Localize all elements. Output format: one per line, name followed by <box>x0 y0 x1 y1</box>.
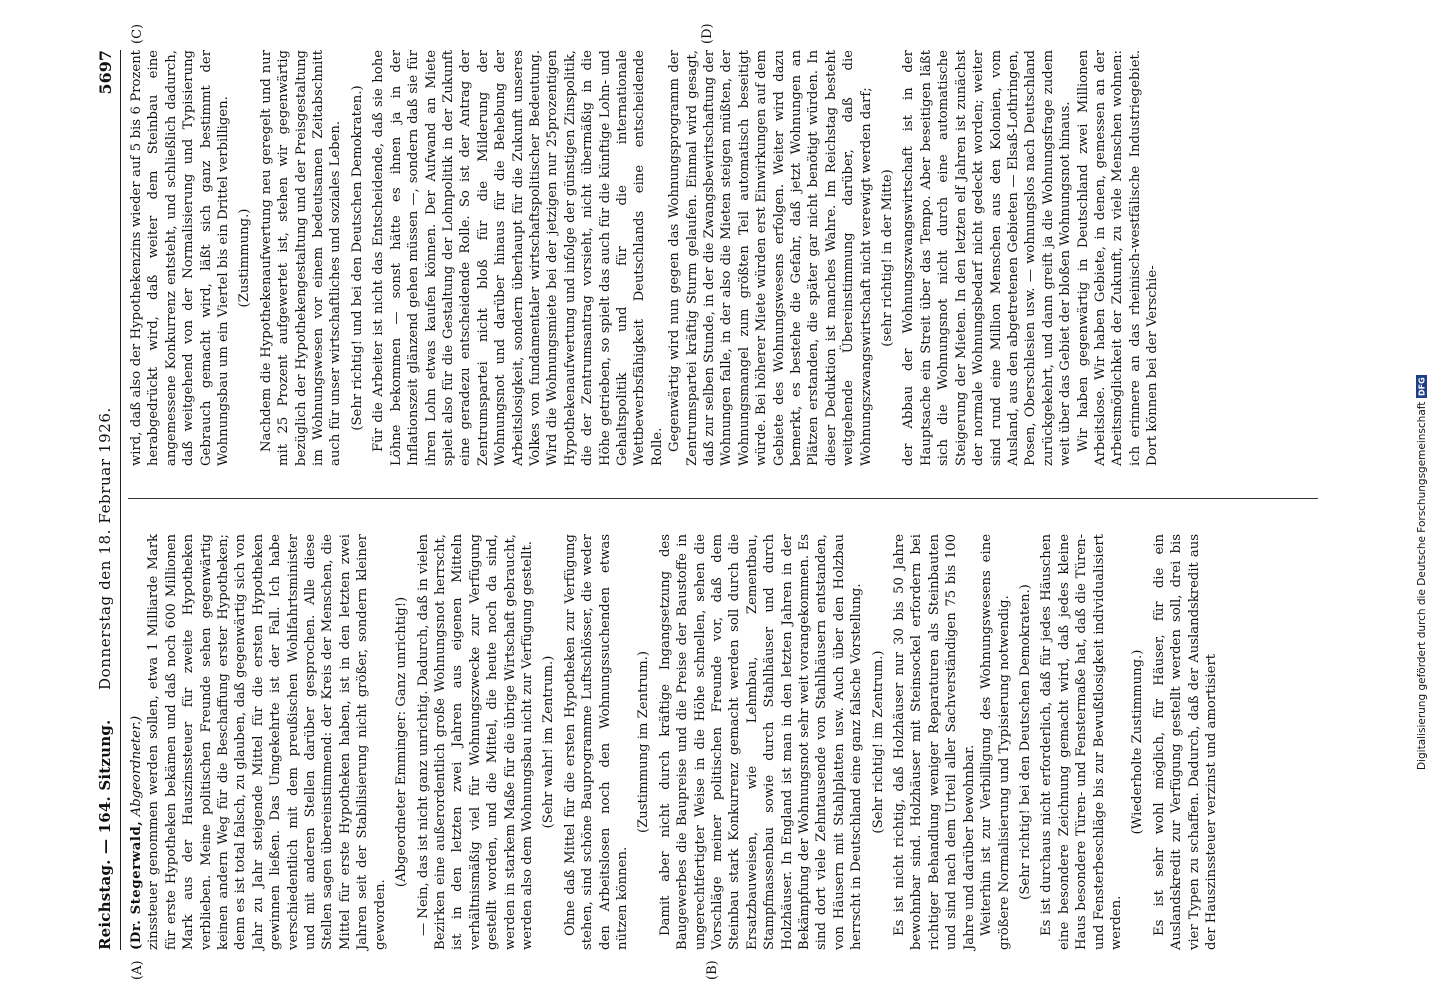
speaker-role: Abgeordneter.) <box>129 715 144 817</box>
left-column <box>128 534 1220 950</box>
credit-text: Digitalisierung gefördert durch die Deutsche Forschungsgemeinschaft <box>1416 401 1428 770</box>
speaker-name: (Dr. Stegerwald, <box>129 820 144 950</box>
page-header <box>90 50 124 950</box>
header-date: Donnerstag den 18. Februar 1926. <box>96 407 114 690</box>
margin-marker-d: (D) <box>700 23 715 44</box>
paragraph: Wir haben gegenwärtig in Deutschland zwei Millionen Arbeitslose. Wir haben Gebiete, in denen, gemessen an der Arbeitsmöglichkeit der Zukunft, zu viele Menschen wohnen: ich erinnere an das rheinisch-westfälische Industriegebiet. Dort können bei der Verschie- <box>1075 50 1161 466</box>
interjection: (Wiederholte Zustimmung.) <box>1130 649 1146 835</box>
right-column <box>128 50 1162 466</box>
interjection: (Sehr richtig! im Zentrum.) <box>870 650 886 834</box>
paragraph: Gegenwärtig wird nun gegen das Wohnungsprogramm der Zentrumspartei kräftig Sturm gelaufen. Einmal wird gesagt, daß zur selben Stunde, in der die Zwangsbewirtschaftung der Wohnungen falle, in der also die Mieten steigen müßten, der Wohnungsmangel zum größten Teil automatisch beseitigt würde. Bei höherer Miete würden erst Einwirkungen auf dem Gebiete des Wohnungswesens erfolgen. Weiter wird dazu bemerkt, es bestehe die Gefahr, daß jetzt Wohnungen an Plätzen erstanden, die später gar nicht benötigt würden. In dieser Deduktion ist manches Wahre. Im Reichstag besteht weitgehende Übereinstimmung darüber, daß die Wohnungszwangswirtschaft nicht verewigt werden darf; <box>667 50 874 466</box>
paragraph: Weiterhin ist zur Verbilligung des Wohnungswesens eine größere Normalisierung und Typisierung notwendig. <box>979 534 1012 950</box>
digitization-credit <box>1414 10 1430 770</box>
interjection: (sehr richtig! in der Mitte) <box>880 169 896 347</box>
speaker-line <box>128 534 145 950</box>
column-divider <box>128 498 1318 499</box>
margin-marker-b: (B) <box>705 960 720 980</box>
interjection: (Zustimmung.) <box>237 208 253 308</box>
interjection: (Zustimmung im Zentrum.) <box>636 650 652 834</box>
interjection: (Sehr richtig! bei den Deutschen Demokraten.) <box>1017 584 1033 900</box>
interjection: (Abgeordneter Emminger: Ganz unrichtig!) <box>394 596 410 888</box>
interjection: (Sehr wahr! im Zentrum.) <box>541 655 557 829</box>
paragraph: Es ist durchaus nicht erforderlich, daß für jedes Häuschen eine besondere Zeichnung gemacht wird, daß jedes kleine Haus besondere Türen- und Fenstermaße hat, daß die Türen- und Fensterbeschläge bis zur Bewußtlosigkeit individualisiert werden. <box>1039 534 1124 950</box>
paragraph: Es ist sehr wohl möglich, für Häuser, für die ein Auslandskredit zur Verfügung gestellt werden soll, drei bis vier Typen zu schaffen. Dadurch, daß der Auslandskredit aus der Hauszinssteuer verzinst und amortisiert <box>1151 534 1219 950</box>
dfg-logo: DFG <box>1417 376 1427 396</box>
header-rule <box>120 50 121 950</box>
header-session: Reichstag. — 164. Sitzung. <box>96 719 114 950</box>
paragraph: der Abbau der Wohnungszwangswirtschaft ist in der Hauptsache ein Streit über das Tempo. Aber beseitigen läßt sich die Wohnungsnot nicht durch eine automatische Steigerung der Mieten. In den letzten elf Jahren ist zunächst der normale Wohnungsbedarf nicht gedeckt worden; weiter sind rund eine Million Menschen aus den Kolonien, vom Ausland, aus den abgetretenen Gebieten — Elsaß-Lothringen, Posen, Oberschlesien usw. — wohnungslos nach Deutschland zurückgekehrt, und dann greift ja die Wohnungsfrage zudem weit über das Gebiet der bloßen Wohnungsnot hinaus. <box>901 50 1074 466</box>
paragraph: Es ist nicht richtig, daß Holzhäuser nur 30 bis 50 Jahre bewohnbar sind. Holzhäuser mit Steinsockel erfordern bei richtiger Behandlung weniger Reparaturen als Steinbauten und sind nach dem Urteil aller Sachverständigen 75 bis 100 Jahre und darüber bewohnbar. <box>892 534 977 950</box>
paragraph: Für die Arbeiter ist nicht das Entscheidende, daß sie hohe Löhne bekommen — sonst hätte es ihnen ja in der Inflationszeit glänzend gehen müssen —, sondern daß sie für ihren Lohn etwas kaufen können. Der Aufwand an Miete spielt also für die Gestaltung der Lohnpolitik in der Zukunft eine geradezu entscheidende Rolle. So ist der Antrag der Zentrumspartei nicht bloß für die Milderung der Wohnungsnot und darüber hinaus für die Behebung der Arbeitslosigkeit, sondern überhaupt für die Zukunft unseres Volkes von fundamentaler wirtschaftspolitischer Bedeutung. Wird die Wohnungsmiete bei der jetzigen nur 25prozentigen Hypothekenaufwertung und infolge der günstigen Zinspolitik, die der Zentrumsantrag vorsieht, nicht übermäßig in die Höhe getrieben, so spielt das auch für die künftige Lohn- und Gehaltspolitik und für die internationale Wettbewerbsfähigkeit Deutschlands eine entscheidende Rolle. <box>371 50 665 466</box>
paragraph: Damit aber nicht durch kräftige Ingangsetzung des Baugewerbes die Baupreise und die Preise der Baustoffe in ungerechtfertigter Weise in die Höhe schnellen, sehen die Vorschläge meiner politischen Freunde vor, daß dem Steinbau stark Konkurrenz gemacht werden soll durch die Ersatzbauweisen, wie Lehmbau, Zementbau, Stampfmassenbau sowie durch Stahlhäuser und durch Holzhäuser. In England ist man in den letzten Jahren in der Bekämpfung der Wohnungsnot sehr weit vorangekommen. Es sind dort viele Zehntausende von Stahlhäusern entstanden, von Häusern mit Stahlplatten usw. Auch über den Holzbau herrscht in Deutschland eine ganz falsche Vorstellung. <box>657 534 865 950</box>
paragraph: Nachdem die Hypothekenaufwertung neu geregelt und nur mit 25 Prozent aufgewertet ist, stehen wir gegenwärtig bezüglich der Hypothekengestaltung und der Preisgestaltung im Wohnungswesen vor einem bedeutsamen Zeitabschnitt auch für unser wirtschaftliches und soziales Leben. <box>258 50 344 466</box>
margin-marker-a: (A) <box>130 960 145 980</box>
paragraph: wird, daß also der Hypothekenzins wieder auf 5 bis 6 Prozent herabgedrückt wird, daß weiter dem Steinbau eine angemessene Konkurrenz entsteht, und schließlich dadurch, daß weitgehend von der Normalisierung und Typisierung Gebrauch gemacht wird, läßt sich ganz bestimmt der Wohnungsbau um ein Viertel bis ein Drittel verbilligen. <box>129 50 232 466</box>
rotated-page <box>90 23 1350 980</box>
interjection: (Sehr richtig! und bei den Deutschen Demokraten.) <box>349 85 365 431</box>
paragraph: zinssteuer genommen werden sollen, etwa 1 Milliarde Mark für erste Hypotheken bekämen und daß noch 600 Millionen Mark aus der Hauszinssteuer für zweite Hypotheken verblieben. Meine politischen Freunde sehen gegenwärtig keinen andern Weg für die Beschaffung erster Hypotheken; denn es ist total falsch, zu glauben, daß gegenwärtig sich von Jahr zu Jahr steigende Mittel für die ersten Hypotheken gewinnen ließen. Das Umgekehrte ist der Fall. Ich habe verschiedentlich mit dem preußischen Wohlfahrtsminister und mit anderen Stellen darüber gesprochen. Alle diese Stellen sagen übereinstimmend: der Kreis der Menschen, die Mittel für erste Hypotheken haben, ist in den letzten zwei Jahren seit der Stabilisierung nicht größer, sondern kleiner geworden. <box>146 534 388 950</box>
paragraph: — Nein, das ist nicht ganz unrichtig. Dadurch, daß in vielen Bezirken eine außerordentlich große Wohnungsnot herrscht, ist in den letzten zwei Jahren aus eigenen Mitteln verhältnismäßig viel für Wohnungszwecke zur Verfügung gestellt worden, und die Mittel, die heute noch da sind, werden in starkem Maße für die übrige Wirtschaft gebraucht, werden also dem Wohnungsbau nicht zur Verfügung gestellt. <box>415 534 535 950</box>
margin-marker-c: (C) <box>130 23 145 44</box>
page-number: 5697 <box>96 50 115 95</box>
paragraph: Ohne daß Mittel für die ersten Hypotheken zur Verfügung stehen, sind schöne Bauprogramme Luftschlösser, die weder den Arbeitslosen noch den Wohnungssuchenden etwas nützen können. <box>562 534 630 950</box>
